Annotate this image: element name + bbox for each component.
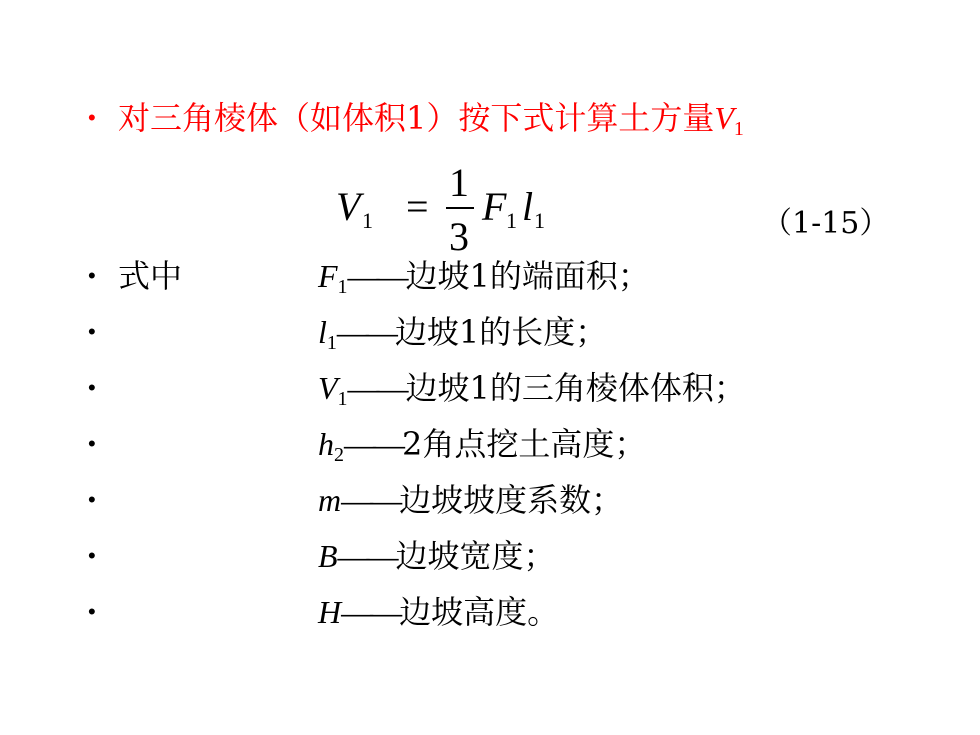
definition-row [88, 364, 746, 412]
bullet-dot: • [88, 599, 96, 624]
definition-term: $l_1——$边坡1的长度； [318, 313, 608, 354]
bullet-dot: • [88, 431, 96, 456]
formula-numerator: 1 [449, 160, 469, 205]
definition-row [88, 588, 560, 636]
formula-l-var: l [522, 184, 534, 229]
definition-term: m——边坡坡度系数； [318, 481, 624, 519]
bullet-dot: • [88, 543, 96, 568]
definition-row [88, 420, 647, 468]
definition-term: $V_1——$边坡1的三角棱体体积； [318, 369, 746, 410]
definition-lead: 式中 [118, 257, 183, 295]
definition-term: $F_1——$边坡1的端面积； [318, 257, 650, 298]
formula-f-sub: 1 [506, 208, 517, 233]
bullet-dot: • [88, 375, 96, 400]
formula-denominator: 3 [449, 214, 469, 259]
formula-equals: = [406, 184, 429, 229]
definition-row [88, 308, 608, 356]
bullet-dot: • [88, 319, 96, 344]
definition-row [88, 476, 624, 524]
title-text: 对三角棱体（如体积1）按下式计算土方量 [118, 99, 715, 137]
bullet-dot: • [88, 487, 96, 512]
title-line [88, 94, 744, 142]
definition-row [88, 252, 650, 300]
formula-lhs-var: V [336, 184, 361, 229]
definition-term: $h_2——2$角点挖土高度； [318, 425, 647, 466]
formula-lhs-sub: 1 [362, 208, 373, 233]
formula-f-var: F [482, 184, 507, 229]
volume-formula [336, 150, 576, 260]
formula-l-sub: 1 [534, 208, 545, 233]
formula-number: （1-15） [762, 206, 890, 241]
title-variable: $V_1$ [714, 100, 744, 140]
definition-row [88, 532, 556, 580]
definition-term: H——边坡高度。 [318, 593, 560, 631]
bullet-dot: • [88, 263, 96, 288]
bullet-dot: • [88, 105, 96, 130]
definition-term: B——边坡宽度； [318, 537, 556, 575]
